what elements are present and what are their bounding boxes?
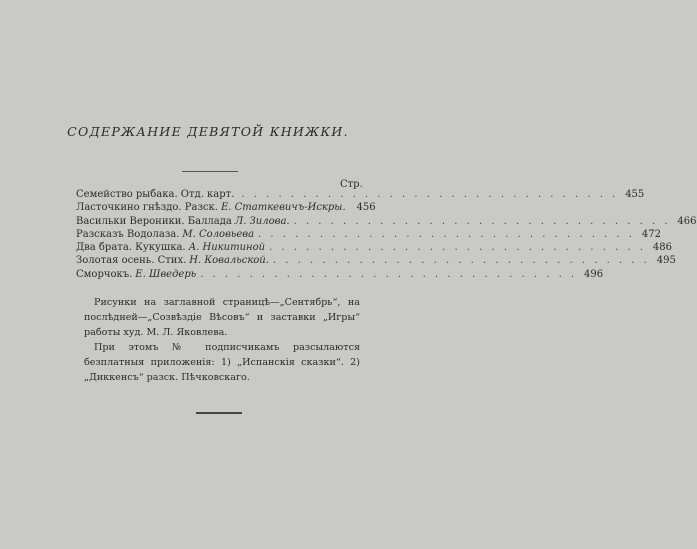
dot-leader: . . . . . . . . . . . . . . . . . . . . . . . . . . . . . . . (269, 242, 646, 254)
toc-title: Сморчокъ. (76, 268, 133, 280)
toc-page-number: 495 (656, 255, 676, 267)
toc-row (76, 201, 376, 214)
illustrations-note (84, 295, 360, 340)
toc-author: Е. Шведерь (135, 268, 197, 280)
toc-author: Е. Статкевичъ-Искры. (220, 202, 346, 214)
supplements-note-text: При этомъ № подписчикамъ разсылаются безплатныя приложенія: 1) „Испанскія сказки“. 2) „Диккенсъ“ разск. Пѣчковскаго. (84, 342, 360, 383)
toc-title: Семейство рыбака. Отд. карт. (76, 189, 235, 200)
toc-page-number: 455 (625, 189, 645, 200)
dot-leader: . . . . . . . . . . . . . . . . . . . . . . . . . . . . . . . (258, 228, 635, 240)
dot-leader: . . . . . . . . . . . . . . . . . . . . . . . . . . . . . . . (200, 268, 578, 280)
toc-author: М. Соловьева (182, 228, 255, 240)
toc-page-number: 486 (652, 242, 672, 254)
supplements-note (84, 340, 360, 385)
page-title: СОДЕРЖАНИЕ ДЕВЯТОЙ КНИЖКИ. (67, 124, 349, 139)
bottom-divider (196, 412, 242, 414)
toc-row (76, 254, 676, 267)
toc-row (76, 215, 697, 228)
toc-page-number: 472 (641, 228, 661, 240)
title-divider (182, 171, 238, 172)
page-column-label: Стр. (340, 179, 363, 190)
toc-row (76, 268, 604, 281)
dot-leader: . . . . . . . . . . . . . . . . . . . . . . . . . . . . . . . (241, 189, 619, 200)
table-of-contents (76, 188, 697, 281)
toc-author: А. Никитиной (188, 242, 266, 254)
toc-row (76, 228, 661, 241)
illustrations-note-text: Рисунки на заглавной страницѣ—„Сентябрь“, на послѣдней—„Созвѣздіе Вѣсовъ“ и заставки „Игры“ работы худ. М. Л. Яковлева. (84, 297, 360, 338)
toc-author: Н. Ковальской. (189, 255, 269, 267)
dot-leader: . . . . . . . . . . . . . . . . . . . . . . . . . . . . . . . (272, 255, 650, 267)
toc-title: Разсказъ Водолаза. (76, 228, 180, 240)
toc-page-number: 466 (677, 215, 697, 227)
toc-page-number: 496 (584, 268, 604, 280)
dot-leader: . . . . . . . . . . . . . . . . . . . . . . . . . . . . . . . (293, 215, 671, 227)
toc-title: Два брата. Кукушка. (76, 242, 186, 254)
toc-title: Васильки Вероники. Баллада (76, 215, 232, 227)
toc-row (76, 188, 645, 201)
toc-title: Золотая осень. Стих. (76, 255, 187, 267)
toc-title: Ласточкино гнѣздо. Разск. (76, 202, 218, 214)
toc-row (76, 241, 672, 254)
toc-author: Л. Зилова. (234, 215, 290, 227)
toc-page-number: 456 (356, 202, 376, 214)
